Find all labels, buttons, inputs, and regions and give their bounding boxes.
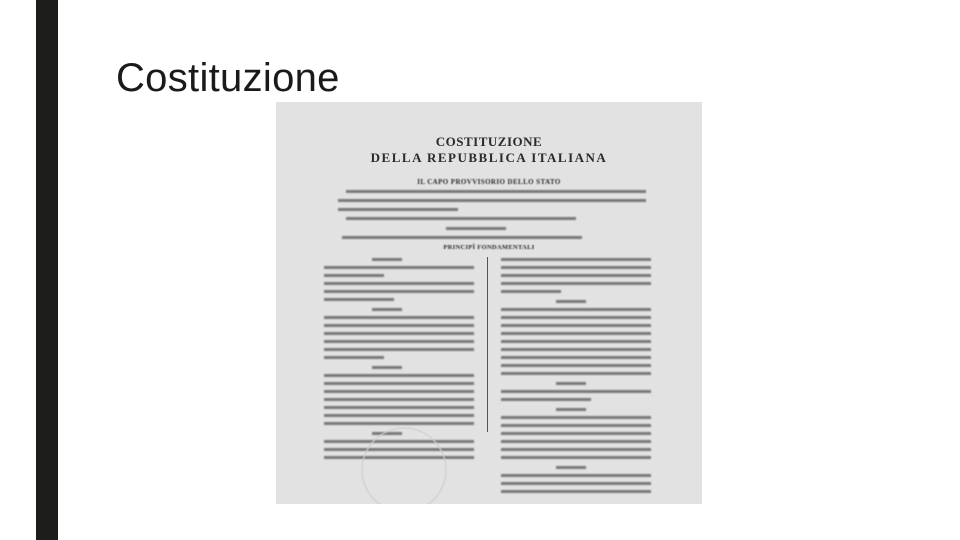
- document-heading-line2: DELLA REPUBBLICA ITALIANA: [370, 150, 608, 165]
- left-accent-bar: [36, 0, 58, 540]
- constitution-document-image: [276, 102, 702, 504]
- document-heading-line1: COSTITUZIONE: [435, 134, 543, 149]
- document-subheading: IL CAPO PROVVISORIO DELLO STATO: [417, 178, 561, 186]
- document-section-heading: PRINCIPÎ FONDAMENTALI: [443, 244, 535, 251]
- column-divider: [487, 257, 488, 432]
- document-seal: [361, 427, 447, 504]
- slide-title: Costituzione: [116, 56, 340, 100]
